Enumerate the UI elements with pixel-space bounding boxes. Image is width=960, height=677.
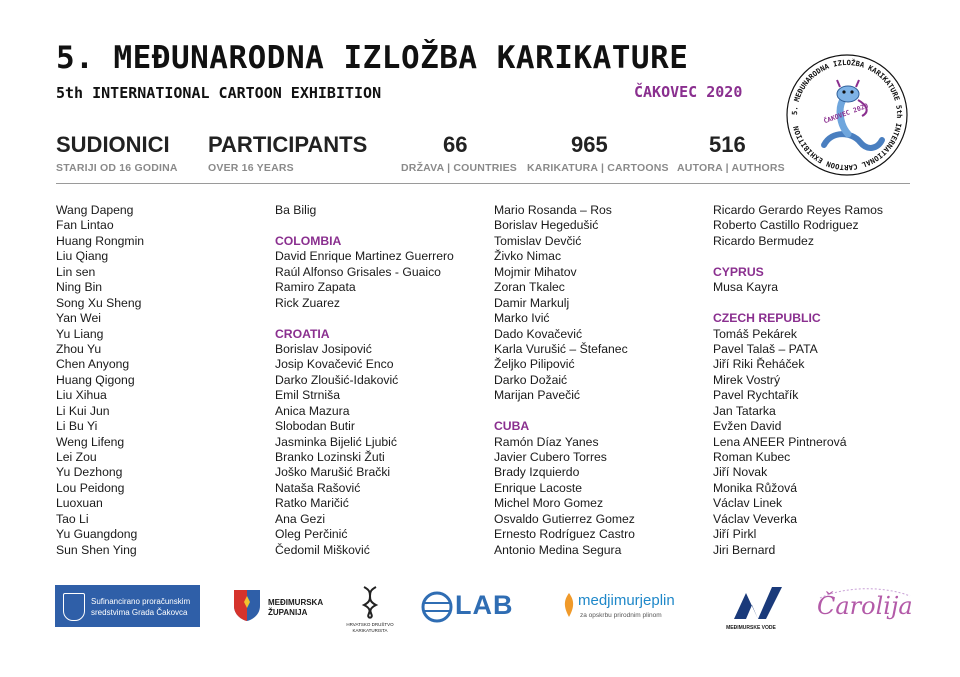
spacer — [713, 296, 923, 311]
participant-name: Chen Anyong — [56, 357, 130, 372]
participant-name: Roberto Castillo Rodriguez — [713, 218, 859, 233]
participant-name: Borislav Hegedušić — [494, 218, 599, 233]
participant-name: Li Bu Yi — [56, 419, 98, 434]
participants-column-2 — [275, 203, 485, 558]
participants-heading: PARTICIPANTS — [208, 132, 368, 157]
participant-name: Huang Rongmin — [56, 233, 145, 248]
participants-column-1 — [56, 203, 266, 558]
participant-name: Jiří Novak — [713, 465, 768, 480]
country-heading: COLOMBIA — [275, 233, 342, 248]
cakovec-sponsor-line1: Sufinancirano proračunskim — [91, 597, 191, 606]
cakovec-crest-icon — [63, 593, 85, 621]
participant-name: Ning Bin — [56, 280, 103, 295]
participants-column-4 — [713, 203, 923, 558]
participant-name: Li Kui Jun — [56, 403, 110, 418]
participants-subtitle: OVER 16 YEARS — [208, 162, 294, 174]
participant-name: Marko Ivić — [494, 311, 550, 326]
spacer — [275, 218, 485, 233]
countries-count: 66 — [443, 132, 468, 157]
participant-name: Lou Peidong — [56, 480, 125, 495]
medjimurjeplin-tagline: za opskrbu prirodnim plinom — [580, 612, 662, 619]
participant-name: Anica Mazura — [275, 403, 350, 418]
participant-name: Luoxuan — [56, 496, 103, 511]
participant-name: Darko Zloušić-Idaković — [275, 372, 399, 387]
sudionici-heading: SUDIONICI — [56, 132, 170, 157]
participant-name: Javier Cubero Torres — [494, 450, 607, 464]
participant-name: Enrique Lacoste — [494, 480, 583, 495]
country-heading: CZECH REPUBLIC — [713, 311, 821, 326]
participant-name: Dado Kovačević — [494, 326, 583, 341]
participant-name: Tomislav Devčić — [494, 233, 582, 248]
participant-name: Yu Guangdong — [56, 527, 138, 542]
participant-name: Václav Linek — [713, 496, 783, 511]
participant-name: Musa Kayra — [713, 280, 779, 295]
participant-name: Mirek Vostrý — [713, 372, 781, 387]
page-title: 5. MEĐUNARODNA IZLOŽBA KARIKATURE — [56, 40, 689, 76]
participant-name: Marijan Pavečić — [494, 388, 581, 403]
authors-label: AUTORA | AUTHORS — [677, 162, 785, 174]
participant-name: Mojmir Mihatov — [494, 264, 577, 279]
hdk-line2: KARIKATURISTA — [352, 628, 388, 633]
participant-name: Čedomil Mišković — [275, 542, 370, 557]
participant-name: Joško Marušić Brački — [275, 465, 391, 480]
exhibition-emblem — [782, 50, 912, 180]
participant-name: Ricardo Gerardo Reyes Ramos — [713, 203, 884, 217]
hdk-line1: HRVATSKO DRUŠTVO — [346, 622, 394, 627]
participant-name: Sun Shen Ying — [56, 542, 137, 557]
cartoons-label: KARIKATURA | CARTOONS — [527, 162, 669, 174]
participant-name: Evžen David — [713, 419, 782, 434]
header-divider — [56, 183, 910, 184]
participant-name: Lena ANEER Pintnerová — [713, 434, 847, 449]
participant-name: Borislav Josipović — [275, 341, 372, 356]
participant-name: Liu Xihua — [56, 388, 107, 403]
participant-name: Brady Izquierdo — [494, 465, 580, 480]
spacer — [713, 249, 923, 264]
cakovec-sponsor-logo — [55, 585, 200, 627]
emblem-ring-text: 5. MEĐUNARODNA IZLOŽBA KARIKATURE 5th INTERNATIONAL CARTOON EXHIBITION — [789, 57, 905, 173]
participant-name: Yu Liang — [56, 326, 104, 341]
spacer — [494, 404, 704, 419]
country-heading: CUBA — [494, 419, 530, 434]
cartoons-count: 965 — [571, 132, 608, 157]
participant-name: Huang Qigong — [56, 372, 135, 387]
flame-icon — [562, 592, 576, 618]
countries-label: DRŽAVA | COUNTRIES — [401, 162, 518, 174]
sudionici-subtitle: STARIJI OD 16 GODINA — [56, 162, 178, 174]
medjimurjeplin-wordmark: medjimurjeplin — [578, 592, 675, 609]
medjimurske-vode-logo — [716, 585, 786, 637]
participant-name: Lei Zou — [56, 450, 97, 464]
participant-name: Pavel Talaš – PATA — [713, 341, 818, 356]
participant-name: Pavel Rychtařík — [713, 388, 799, 403]
lab-logo — [421, 590, 531, 624]
participant-name: Ramiro Zapata — [275, 280, 356, 295]
participant-name: Antonio Medina Segura — [494, 542, 622, 557]
participant-name: Ricardo Bermudez — [713, 233, 814, 248]
participant-name: Ernesto Rodríguez Castro — [494, 527, 635, 542]
participant-name: Jan Tatarka — [713, 403, 776, 418]
participant-name: Mario Rosanda – Ros — [494, 203, 612, 217]
participant-name: Jasminka Bijelić Ljubić — [275, 434, 397, 449]
spacer — [275, 311, 485, 326]
participant-name: Josip Kovačević Enco — [275, 357, 394, 372]
participant-name: Rick Zuarez — [275, 295, 341, 310]
participant-name: Živko Nimac — [494, 249, 562, 264]
participant-name: Raúl Alfonso Grisales - Guaico — [275, 264, 441, 279]
participant-name: Ratko Maričić — [275, 496, 349, 511]
city-year: ČAKOVEC 2020 — [634, 83, 743, 101]
sponsor-logos — [0, 580, 960, 640]
participant-name: Emil Strniša — [275, 388, 341, 403]
authors-count: 516 — [709, 132, 746, 157]
participant-name: Jiří Pirkl — [713, 527, 757, 542]
country-heading: CROATIA — [275, 326, 330, 341]
vode-label: MEĐIMURSKE VODE — [726, 625, 776, 631]
participants-column-3 — [494, 203, 704, 558]
participant-name: Oleg Perčinić — [275, 527, 348, 542]
participant-name: Song Xu Sheng — [56, 295, 142, 310]
participant-name: Lin sen — [56, 264, 96, 279]
participant-name: Ana Gezi — [275, 511, 326, 526]
hdk-logo — [345, 585, 395, 637]
participant-name: Ramón Díaz Yanes — [494, 434, 599, 449]
medjimurjeplin-logo — [562, 590, 692, 626]
participant-name: Karla Vurušić – Štefanec — [494, 341, 628, 356]
participant-name: David Enrique Martinez Guerrero — [275, 249, 454, 264]
page-subtitle: 5th INTERNATIONAL CARTOON EXHIBITION — [56, 84, 382, 102]
participant-name: Zhou Yu — [56, 341, 102, 356]
participant-name: Tomáš Pekárek — [713, 326, 797, 341]
participant-name: Osvaldo Gutierrez Gomez — [494, 511, 635, 526]
participant-name: Željko Pilipović — [494, 357, 575, 372]
country-heading: CYPRUS — [713, 264, 764, 279]
participant-name: Darko Dožaić — [494, 372, 568, 387]
participant-name: Jiri Bernard — [713, 542, 776, 557]
medjimurska-line2: ŽUPANIJA — [268, 608, 308, 617]
hdk-knot-icon — [360, 585, 380, 619]
participant-name: Jiří Riki Řeháček — [713, 357, 805, 372]
participant-name: Václav Veverka — [713, 511, 798, 526]
participant-name: Weng Lifeng — [56, 434, 125, 449]
carolija-logo — [815, 586, 915, 632]
vode-wave-icon — [718, 585, 784, 621]
participant-name: Michel Moro Gomez — [494, 496, 604, 511]
cakovec-sponsor-line2: sredstvima Grada Čakovca — [91, 608, 188, 617]
medjimurska-zupanija-logo — [232, 588, 332, 628]
participant-name: Nataša Rašović — [275, 480, 361, 495]
medjimurska-line1: MEĐIMURSKA — [268, 598, 324, 607]
participant-name: Zoran Tkalec — [494, 280, 565, 295]
participant-name: Fan Lintao — [56, 218, 114, 233]
participant-name: Branko Lozinski Žuti — [275, 450, 385, 464]
carolija-wordmark: Čarolija — [817, 592, 913, 620]
emblem-inner-text: ČAKOVEC 2020 — [822, 101, 870, 126]
participant-name: Damir Markulj — [494, 295, 570, 310]
participant-name: Yan Wei — [56, 311, 101, 326]
participant-name: Slobodan Butir — [275, 419, 355, 434]
lab-wordmark: LAB — [455, 590, 514, 620]
participant-name: Monika Růžová — [713, 480, 797, 495]
lab-globe-icon — [421, 591, 453, 623]
participant-name: Wang Dapeng — [56, 203, 134, 217]
participant-name: Yu Dezhong — [56, 465, 123, 480]
participant-name: Ba Bilig — [275, 203, 317, 217]
sparkle-arc-icon — [815, 586, 915, 600]
participant-name: Tao Li — [56, 511, 89, 526]
participant-name: Roman Kubec — [713, 450, 791, 464]
county-crest-icon — [232, 588, 262, 622]
participant-name: Liu Qiang — [56, 249, 109, 264]
